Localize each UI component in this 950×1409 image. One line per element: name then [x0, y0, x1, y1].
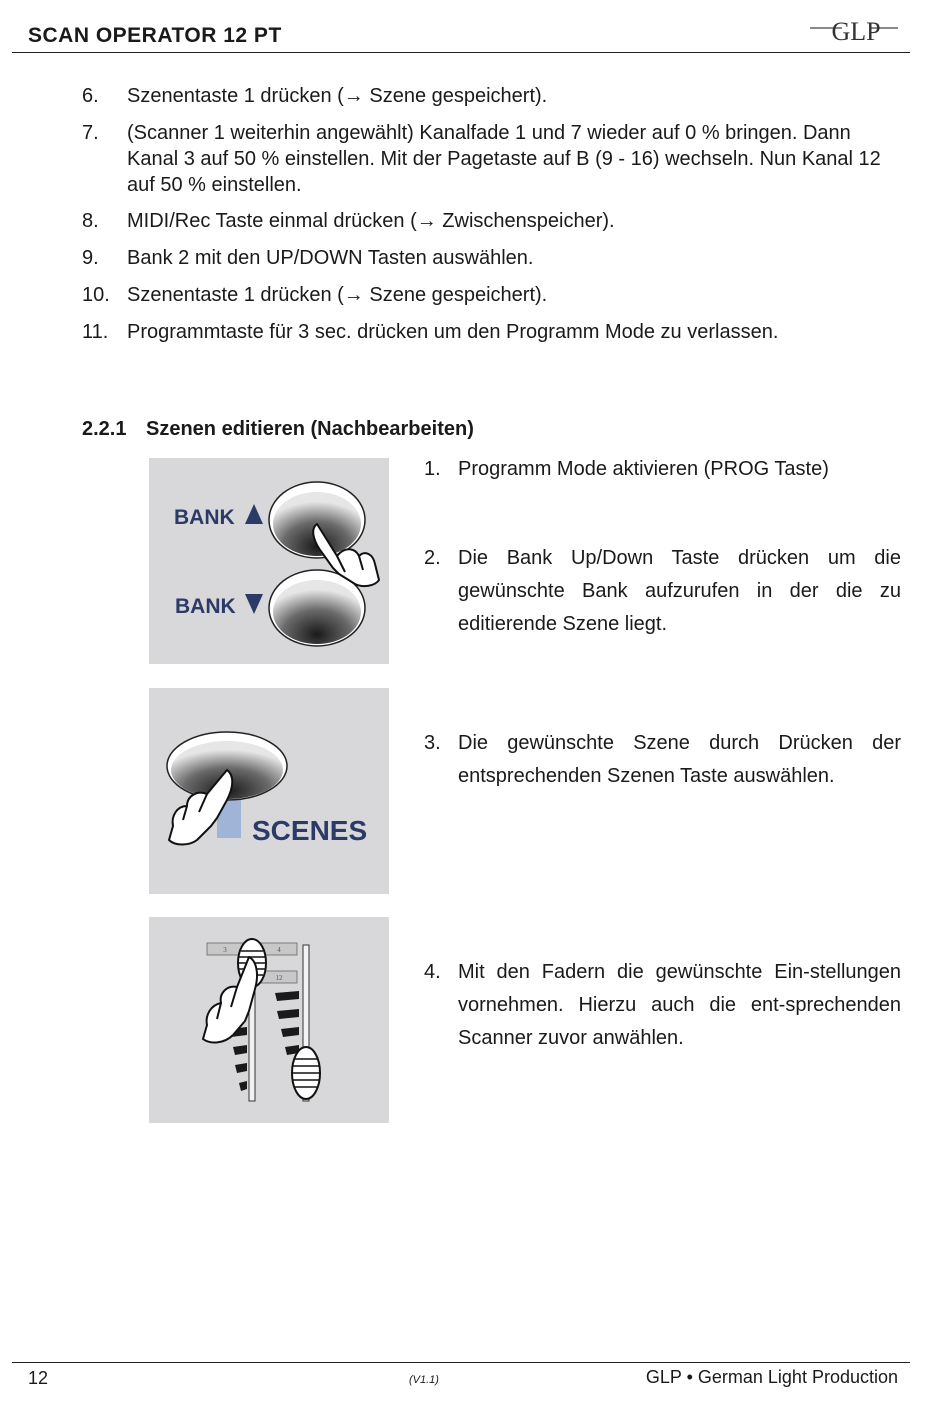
triangle-down-icon	[245, 594, 263, 614]
header-rule	[12, 52, 910, 53]
list-item-number: 9.	[82, 247, 99, 269]
bank-down-label: BANK	[175, 595, 236, 618]
version-label: (V1.1)	[409, 1374, 439, 1386]
faders-figure	[149, 917, 389, 1123]
step-number: 3.	[424, 732, 441, 754]
fader-knob	[292, 1047, 320, 1099]
step-text: Mit den Fadern die gewünschte Ein-stellungen vornehmen. Hierzu auch die ent-sprechenden Scanner zuvor anwählen.	[458, 961, 901, 1049]
footer-rule	[12, 1362, 910, 1363]
fader-label: 3	[223, 946, 227, 954]
triangle-up-icon	[245, 504, 263, 524]
list-item-text: (Scanner 1 weiterhin angewählt) Kanalfade 1 und 7 wieder auf 0 % bringen. Dann Kanal 3 auf 50 % einstellen. Mit der Pagetaste auf B (9 - 16) wechseln. Nun Kanal 12 auf 50 % einstellen.	[127, 122, 881, 196]
step-text: Programm Mode aktivieren (PROG Taste)	[458, 458, 829, 480]
list-item-number: 10.	[82, 284, 110, 306]
fader-label: 4	[277, 946, 281, 954]
glp-logo	[808, 4, 900, 50]
step-number: 4.	[424, 961, 441, 983]
section-title: Szenen editieren (Nachbearbeiten)	[146, 418, 474, 440]
list-item-number: 8.	[82, 210, 99, 232]
bank-buttons-figure	[149, 458, 389, 664]
logo-text: GLP	[831, 17, 881, 46]
company-name: GLP • German Light Production	[645, 1367, 898, 1387]
scenes-label: SCENES	[252, 815, 368, 846]
list-item-text: Szenentaste 1 drücken (→ Szene gespeichert).	[127, 284, 548, 306]
list-item-text: Szenentaste 1 drücken (→ Szene gespeichert).	[127, 85, 548, 107]
list-item-number: 11.	[82, 321, 109, 343]
list-item-text: Bank 2 mit den UP/DOWN Tasten auswählen.	[127, 247, 534, 269]
header-title: SCAN OPERATOR 12 PT	[28, 24, 282, 47]
bank-up-label: BANK	[174, 506, 235, 529]
list-item-text: Programmtaste für 3 sec. drücken um den Programm Mode zu verlassen.	[127, 321, 779, 343]
step-text: Die gewünschte Szene durch Drücken der entsprechenden Szenen Taste auswählen.	[458, 732, 901, 787]
fader-label: 12	[275, 974, 283, 982]
list-item-text: MIDI/Rec Taste einmal drücken (→ Zwischenspeicher).	[127, 210, 615, 232]
fader-scale-right	[275, 991, 299, 1055]
step-number: 1.	[424, 458, 441, 480]
scenes-button-figure	[149, 688, 389, 894]
page-number: 12	[28, 1368, 49, 1388]
section-heading	[82, 418, 474, 441]
section-number: 2.2.1	[82, 418, 127, 440]
step-number: 2.	[424, 547, 441, 569]
list-item-number: 6.	[82, 85, 99, 107]
list-item-number: 7.	[82, 122, 99, 144]
step-text: Die Bank Up/Down Taste drücken um die gewünschte Bank aufzurufen in der die zu editierende Szene liegt.	[458, 547, 901, 635]
